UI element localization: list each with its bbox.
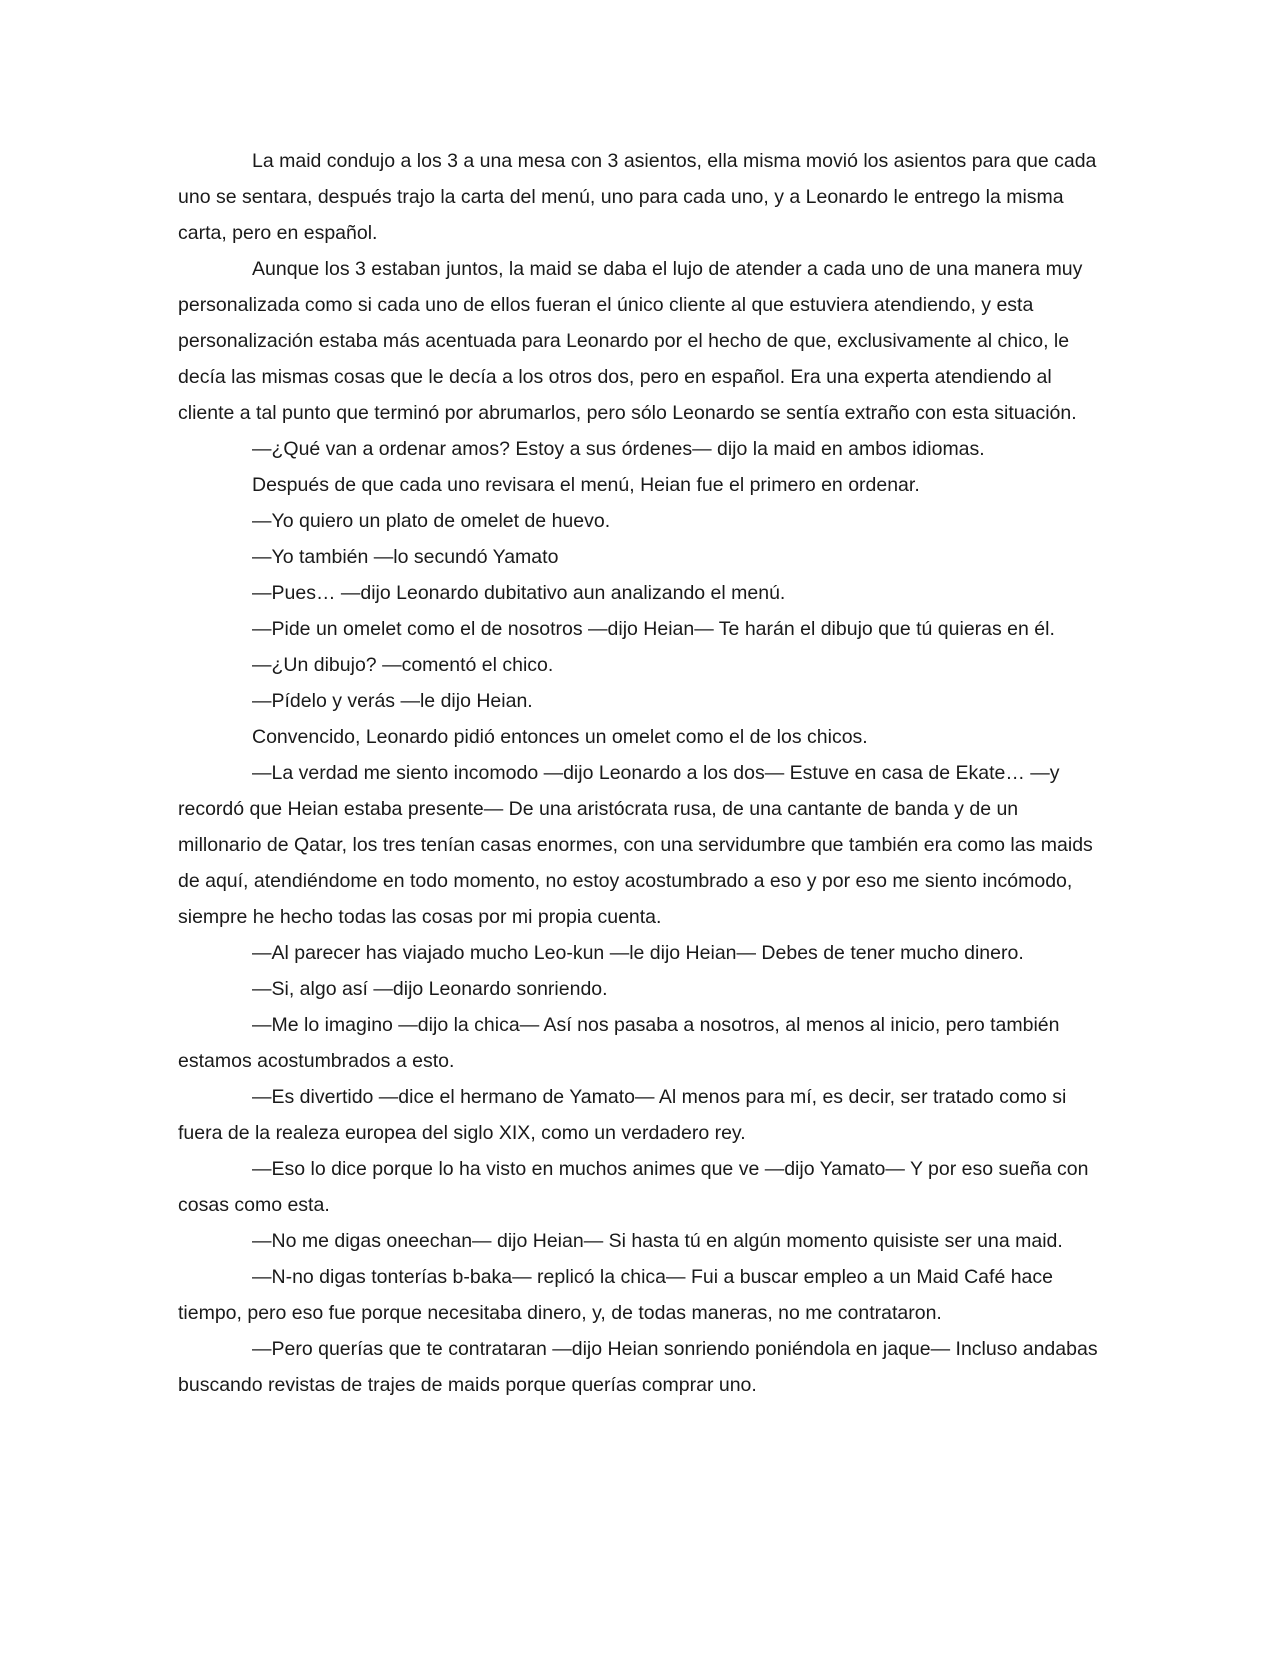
paragraph: —N-no digas tonterías b-baka— replicó la chica— Fui a buscar empleo a un Maid Café hace tiempo, pero eso fue porque necesitaba dinero, y, de todas maneras, no me contrataron. (178, 1266, 1053, 1324)
paragraph: —Pídelo y verás —le dijo Heian. (252, 690, 533, 712)
paragraph: —Pide un omelet como el de nosotros —dijo Heian— Te harán el dibujo que tú quieras en él. (252, 618, 1055, 640)
paragraph: La maid condujo a los 3 a una mesa con 3 asientos, ella misma movió los asientos para que cada uno se sentara, después trajo la carta del menú, uno para cada uno, y a Leonardo le entrego la misma carta, pero en español. (178, 150, 1097, 244)
paragraph: —Pero querías que te contrataran —dijo Heian sonriendo poniéndola en jaque— Incluso andabas buscando revistas de trajes de maids porque querías comprar uno. (178, 1338, 1098, 1396)
paragraph: —Me lo imagino —dijo la chica— Así nos pasaba a nosotros, al menos al inicio, pero también estamos acostumbrados a esto. (178, 1014, 1060, 1072)
paragraph: —Yo quiero un plato de omelet de huevo. (252, 510, 611, 532)
paragraph: —Al parecer has viajado mucho Leo-kun —le dijo Heian— Debes de tener mucho dinero. (252, 942, 1024, 964)
paragraph: Aunque los 3 estaban juntos, la maid se daba el lujo de atender a cada uno de una manera muy personalizada como si cada uno de ellos fueran el único cliente al que estuviera atendiendo, y esta personalización estaba más acentuada para Leonardo por el hecho de que, exclusivamente al chico, le decía las mismas cosas que le decía a los otros dos, pero en español. Era una experta atendiendo al cliente a tal punto que terminó por abrumarlos, pero sólo Leonardo se sentía extraño con esta situación. (178, 258, 1083, 424)
paragraph: Convencido, Leonardo pidió entonces un omelet como el de los chicos. (252, 726, 868, 748)
paragraph: —Yo también —lo secundó Yamato (252, 546, 559, 568)
paragraph: —Si, algo así —dijo Leonardo sonriendo. (252, 978, 608, 1000)
paragraph: —¿Qué van a ordenar amos? Estoy a sus órdenes— dijo la maid en ambos idiomas. (252, 438, 985, 460)
document-page (178, 143, 1103, 1403)
paragraph: —Eso lo dice porque lo ha visto en muchos animes que ve —dijo Yamato— Y por eso sueña con cosas como esta. (178, 1158, 1089, 1216)
paragraph: —¿Un dibujo? —comentó el chico. (252, 654, 554, 676)
paragraph: —No me digas oneechan— dijo Heian— Si hasta tú en algún momento quisiste ser una maid. (252, 1230, 1063, 1252)
paragraph: Después de que cada uno revisara el menú, Heian fue el primero en ordenar. (252, 474, 920, 496)
paragraph: —Pues… —dijo Leonardo dubitativo aun analizando el menú. (252, 582, 786, 604)
paragraph: —La verdad me siento incomodo —dijo Leonardo a los dos— Estuve en casa de Ekate… —y recordó que Heian estaba presente— De una aristócrata rusa, de una cantante de banda y de un millonario de Qatar, los tres tenían casas enormes, con una servidumbre que también era como las maids de aquí, atendiéndome en todo momento, no estoy acostumbrado a eso y por eso me siento incómodo, siempre he hecho todas las cosas por mi propia cuenta. (178, 762, 1093, 928)
paragraph: —Es divertido —dice el hermano de Yamato— Al menos para mí, es decir, ser tratado como si fuera de la realeza europea del siglo XIX, como un verdadero rey. (178, 1086, 1067, 1144)
